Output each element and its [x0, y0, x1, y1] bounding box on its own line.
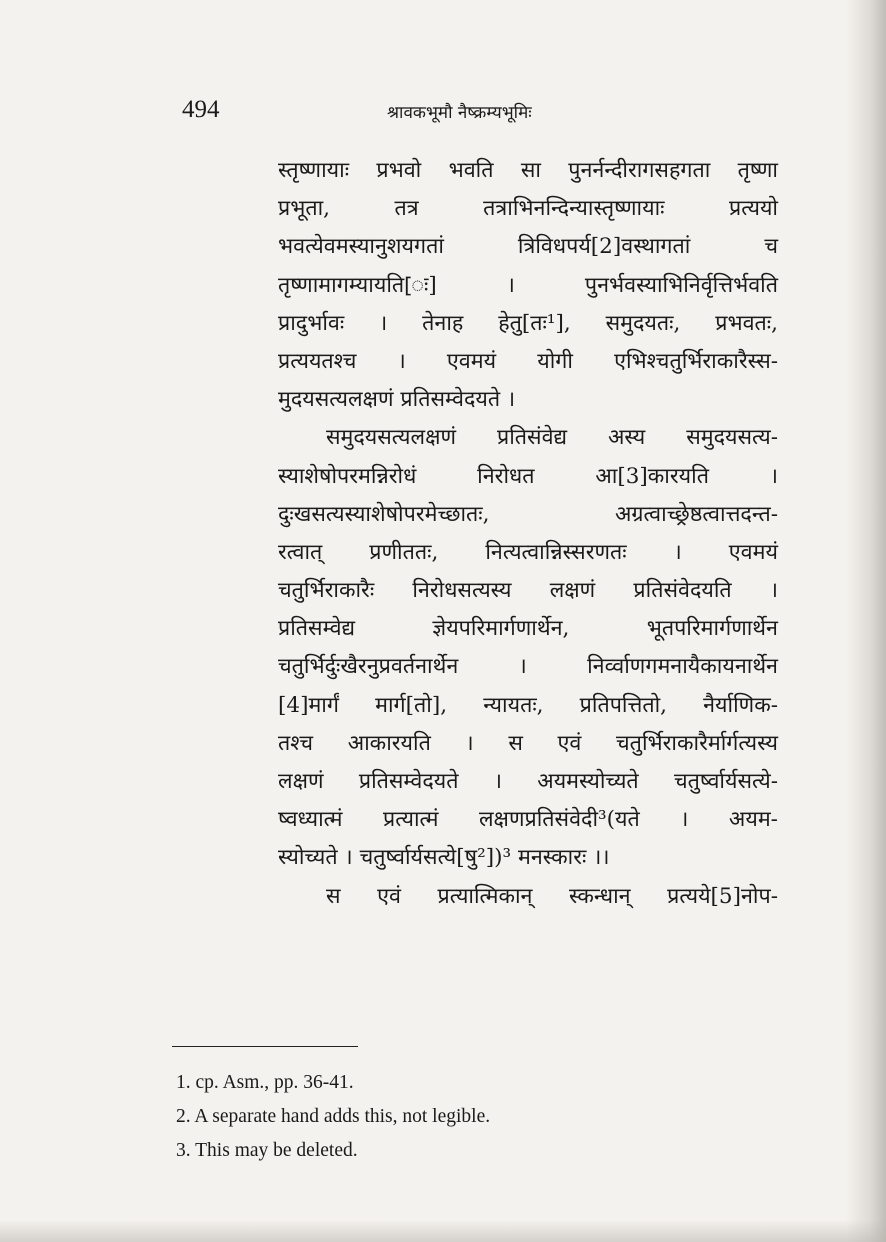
text-line	[278, 839, 778, 877]
word: नित्यत्वान्निस्सरणतः	[485, 539, 627, 565]
word: ।	[769, 578, 778, 604]
word: प्रादुर्भावः	[278, 310, 345, 336]
word: मार्ग[तो],	[375, 692, 448, 718]
word: चतुर्ष्वार्यसत्ये-	[673, 769, 778, 794]
footnote-1: 1. cp. Asm., pp. 36-41.	[176, 1072, 354, 1093]
page-edge-shadow	[846, 0, 886, 1242]
body-text	[278, 152, 778, 916]
word: प्रतिसम्वेद्य	[278, 616, 356, 642]
footnote-2: 2. A separate hand adds this, not legible.	[176, 1106, 491, 1127]
word: प्रत्यात्मिकान्	[437, 883, 533, 909]
word: प्रभूता,	[278, 196, 331, 222]
text-line	[278, 305, 778, 343]
word: ।	[506, 272, 515, 298]
word: लक्षणप्रतिसंवेदी³(यते	[478, 807, 640, 833]
text-line	[278, 496, 778, 534]
word: ।	[506, 387, 516, 413]
word: स्कन्धान्	[569, 883, 631, 909]
word: ।	[769, 463, 778, 489]
word: पुनर्नन्दीरागसहगता	[568, 158, 711, 183]
word: निरोधत	[477, 463, 535, 489]
word: तत्र	[394, 196, 419, 222]
word: प्रभवतः,	[715, 310, 778, 336]
text-line	[278, 763, 778, 801]
word: [4]मार्गं	[278, 692, 339, 718]
word: प्रत्ययतश्च	[278, 348, 357, 374]
word: ।	[397, 348, 406, 374]
word: समुदयतः,	[605, 310, 681, 336]
text-line	[278, 152, 778, 190]
word: निरोधसत्यस्य	[412, 578, 512, 604]
word: भवत्येवमस्यानुशयगतां	[278, 234, 444, 260]
word: तत्राभिनन्दिन्यास्तृष्णायाः	[483, 196, 665, 222]
text-line	[278, 381, 778, 419]
word: मनस्कारः	[517, 845, 587, 871]
word: प्रतिसम्वेदयते	[358, 769, 459, 794]
word: नैर्याणिक-	[703, 692, 778, 718]
word: स	[326, 883, 341, 909]
word: योगी	[537, 348, 573, 374]
text-line	[278, 572, 778, 610]
word: एवमयं	[728, 539, 778, 565]
word: चतुर्ष्वार्यसत्ये[षु²])³	[359, 845, 512, 871]
word: स्याशेषोपरमन्निरोधं	[278, 463, 417, 489]
word: प्रतिसंवेदयति	[633, 578, 732, 604]
footnotes	[176, 1066, 736, 1168]
word: तेनाह	[422, 310, 464, 336]
word: हेतु[तः¹],	[498, 310, 571, 336]
word: तृष्णामागम्यायति[ः]	[278, 272, 437, 298]
word: पुनर्भवस्याभिनिर्वृत्तिर्भवति	[584, 272, 778, 298]
word: ।	[344, 845, 353, 871]
word: न्यायतः,	[483, 692, 544, 718]
word: ।	[379, 310, 388, 336]
page-bottom-shadow	[0, 1220, 886, 1242]
word: स्तृष्णायाः	[278, 158, 350, 183]
word: निर्व्वाणगमनायैकायनार्थेन	[587, 654, 778, 680]
page-header	[182, 96, 772, 128]
word: प्रतिसंवेद्य	[496, 425, 568, 451]
text-line	[278, 458, 778, 496]
word: भूतपरिमार्गणार्थेन	[646, 616, 778, 642]
word: प्रणीततः,	[369, 539, 439, 565]
word: समुदयसत्यलक्षणं	[326, 425, 457, 451]
text-line	[278, 190, 778, 228]
word: लक्षणं	[549, 578, 596, 604]
word: प्रभवो	[376, 158, 422, 183]
text-line	[278, 419, 778, 457]
word: सा	[520, 158, 541, 183]
page-number: 494	[182, 96, 220, 123]
text-line	[278, 610, 778, 648]
text-line	[278, 343, 778, 381]
word: ।	[518, 654, 527, 680]
text-line	[278, 687, 778, 725]
word: ।	[493, 769, 502, 794]
text-line	[278, 228, 778, 266]
word: एभिश्चतुर्भिराकारैस्स-	[614, 348, 778, 374]
word: ।	[680, 807, 689, 833]
word: स्योच्यते	[278, 845, 338, 871]
text-line	[278, 801, 778, 839]
text-line	[278, 534, 778, 572]
word: प्रतिसम्वेदयते	[400, 387, 501, 413]
word: आ[3]कारयति	[595, 463, 709, 489]
word: ।	[465, 730, 474, 756]
word: प्रत्यये[5]नोप-	[667, 883, 778, 909]
word: त्रिविधपर्य[2]वस्थागतां	[517, 234, 691, 260]
word: चतुर्भिराकारैर्मार्गत्यस्य	[616, 730, 778, 756]
word: प्रतिपत्तितो,	[579, 692, 667, 718]
text-line	[278, 725, 778, 763]
word: प्रत्ययो	[729, 196, 778, 222]
word: ।।	[593, 845, 610, 871]
word: अस्य	[608, 425, 646, 451]
footnote-3: 3. This may be deleted.	[176, 1140, 358, 1161]
word: ष्वध्यात्मं	[278, 807, 343, 833]
text-line	[278, 648, 778, 686]
word: रत्वात्	[278, 539, 323, 565]
word: दुःखसत्यस्याशेषोपरमेच्छातः,	[278, 501, 490, 527]
word: च	[764, 234, 778, 260]
word: एवं	[557, 730, 582, 756]
footnote-divider	[172, 1046, 358, 1047]
word: अग्रत्वाच्छ्रेष्ठत्वात्तदन्त-	[614, 501, 778, 527]
word: एवमयं	[446, 348, 497, 374]
word: भवति	[448, 158, 494, 183]
word: ज्ञेयपरिमार्गणार्थेन,	[432, 616, 570, 642]
word: अयमस्योच्यते	[537, 769, 639, 794]
word: ।	[673, 539, 682, 565]
running-title: श्रावकभूमौ नैष्क्रम्यभूमिः	[387, 103, 532, 123]
word: एवं	[377, 883, 401, 909]
word: मुदयसत्यलक्षणं	[278, 387, 394, 413]
text-line	[278, 267, 778, 305]
word: समुदयसत्य-	[686, 425, 778, 451]
word: स	[508, 730, 523, 756]
text-line	[278, 878, 778, 916]
word: चतुर्भिराकारैः	[278, 578, 375, 604]
word: चतुर्भिर्दुःखैरनुप्रवर्तनार्थेन	[278, 654, 459, 680]
word: लक्षणं	[278, 769, 324, 794]
word: तश्च	[278, 730, 314, 756]
word: प्रत्यात्मं	[383, 807, 439, 833]
word: तृष्णा	[737, 158, 778, 183]
word: आकारयति	[347, 730, 431, 756]
word: अयम-	[728, 807, 778, 833]
